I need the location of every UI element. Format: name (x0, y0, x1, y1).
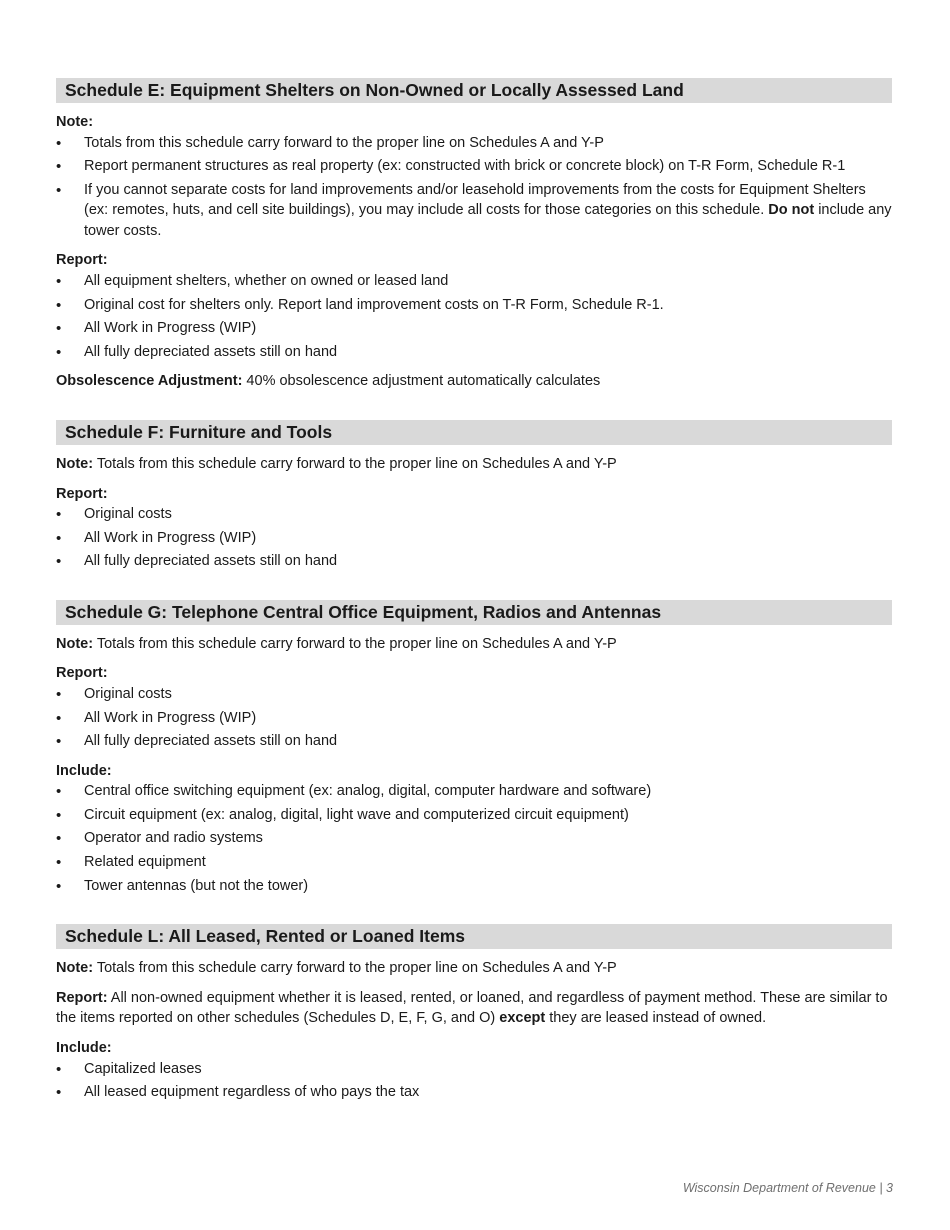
note-text: Totals from this schedule carry forward to the proper line on Schedules A and Y-P (93, 960, 617, 977)
list-item: • All fully depreciated assets still on hand (56, 551, 892, 572)
report-text-tail: they are leased instead of owned. (545, 1010, 767, 1027)
note-text: Totals from this schedule carry forward to the proper line on Schedules A and Y-P (93, 455, 617, 472)
list-item: • Circuit equipment (ex: analog, digital, light wave and computerized circuit equipment) (56, 805, 892, 826)
list-item (56, 180, 892, 242)
schedule-g-include-label: Include: (56, 762, 112, 779)
list-item: • Related equipment (56, 852, 892, 873)
list-item: • Central office switching equipment (ex: analog, digital, computer hardware and software) (56, 781, 892, 802)
list-item: • Report permanent structures as real property (ex: constructed with brick or concrete block) on T-R Form, Schedule R-1 (56, 156, 892, 177)
schedule-l-include-label: Include: (56, 1039, 112, 1056)
schedule-e-report-list (56, 271, 892, 362)
report-label: Report: (56, 989, 108, 1006)
list-item: • All Work in Progress (WIP) (56, 708, 892, 729)
obsolescence-text: 40% obsolescence adjustment automatically calculates (242, 373, 601, 390)
obsolescence-label: Obsolescence Adjustment: (56, 373, 243, 390)
schedule-f-report-label: Report: (56, 485, 108, 502)
emphasis-text: Do not (768, 202, 815, 219)
list-item: • Original costs (56, 684, 892, 705)
list-item: • All fully depreciated assets still on hand (56, 342, 892, 363)
schedule-l-include-list (56, 1059, 892, 1103)
note-text: Totals from this schedule carry forward to the proper line on Schedules A and Y-P (93, 635, 617, 652)
schedule-g-section (56, 600, 892, 896)
schedule-g-report-list (56, 684, 892, 752)
schedule-e-report-label: Report: (56, 252, 108, 269)
list-item: • All Work in Progress (WIP) (56, 528, 892, 549)
schedule-g-include-list (56, 781, 892, 896)
schedule-f-heading: Schedule F: Furniture and Tools (56, 420, 892, 445)
list-item: • Capitalized leases (56, 1059, 892, 1080)
schedule-f-note (56, 454, 892, 475)
document-page (56, 78, 892, 1121)
list-item: • All fully depreciated assets still on hand (56, 731, 892, 752)
list-item: • All equipment shelters, whether on owned or leased land (56, 271, 892, 292)
list-item: • Original cost for shelters only. Report land improvement costs on T-R Form, Schedule R-1. (56, 295, 892, 316)
list-item: • Original costs (56, 504, 892, 525)
list-item: • Tower antennas (but not the tower) (56, 876, 892, 897)
schedule-e-note-list (56, 133, 892, 242)
note-label: Note: (56, 960, 94, 977)
schedule-l-section (56, 924, 892, 1102)
schedule-g-note (56, 634, 892, 655)
schedule-e-note-label: Note: (56, 114, 94, 130)
note-label: Note: (56, 635, 94, 652)
schedule-g-heading: Schedule G: Telephone Central Office Equipment, Radios and Antennas (56, 600, 892, 625)
schedule-l-heading: Schedule L: All Leased, Rented or Loaned Items (56, 924, 892, 949)
schedule-l-report (56, 988, 892, 1029)
list-item-text: If you cannot separate costs for land improvements and/or leasehold improvements from the costs for Equipment Shelters (ex: remotes, huts, and cell site buildings), you may include all costs for those categories on this schedule. (84, 181, 866, 219)
list-item: • Totals from this schedule carry forward to the proper line on Schedules A and Y-P (56, 133, 892, 154)
schedule-l-note (56, 958, 892, 979)
schedule-f-section (56, 420, 892, 572)
list-item: • All Work in Progress (WIP) (56, 318, 892, 339)
note-label: Note: (56, 455, 94, 472)
schedule-e-obsolescence (56, 371, 892, 392)
schedule-e-section (56, 78, 892, 392)
schedule-g-report-label: Report: (56, 665, 108, 682)
page-footer: Wisconsin Department of Revenue | 3 (682, 1181, 893, 1195)
list-item: • All leased equipment regardless of who pays the tax (56, 1082, 892, 1103)
list-item-text: include any tower costs. (84, 202, 892, 239)
emphasis-text: except (499, 1010, 546, 1027)
report-text: All non-owned equipment whether it is leased, rented, or loaned, and regardless of payment method. These are similar to the items reported on other schedules (Schedules D, E, F, G, and O) (56, 989, 888, 1027)
schedule-f-report-list (56, 504, 892, 572)
schedule-e-heading: Schedule E: Equipment Shelters on Non-Owned or Locally Assessed Land (56, 78, 892, 103)
list-item: • Operator and radio systems (56, 828, 892, 849)
